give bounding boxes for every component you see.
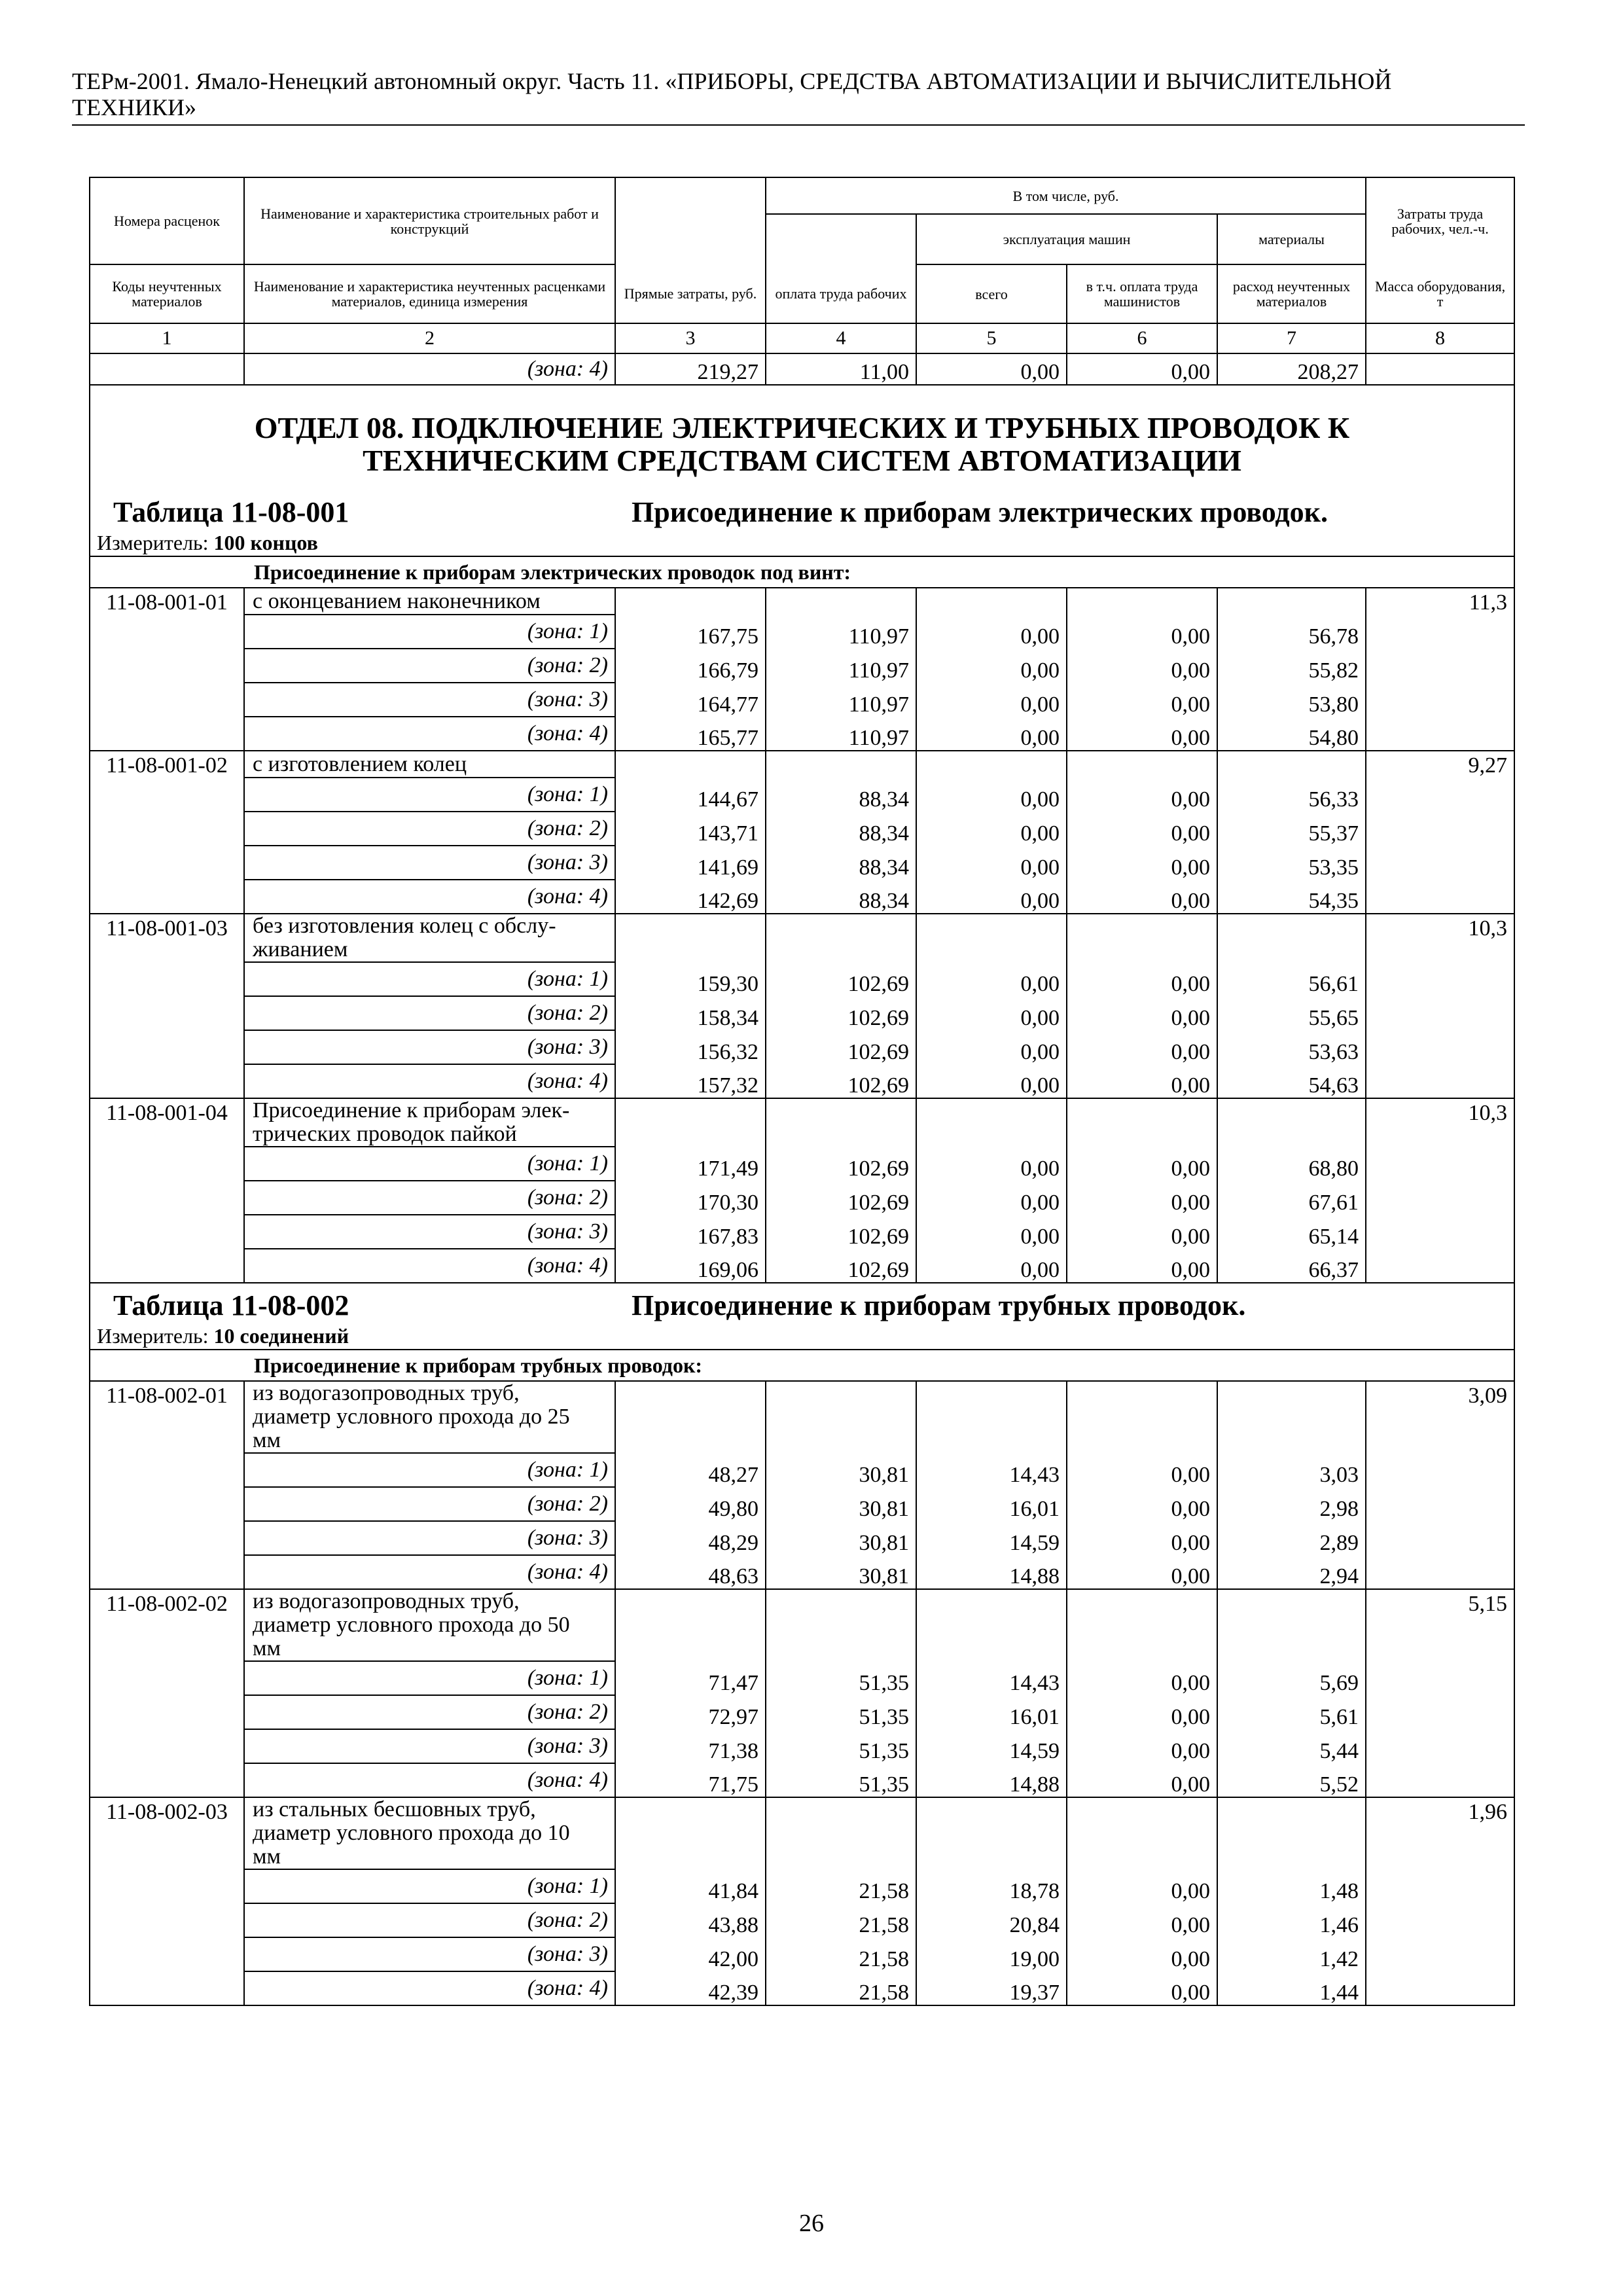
- cost-value: 5,61: [1217, 1695, 1366, 1729]
- table-number: Таблица 11-08-002: [113, 1289, 349, 1321]
- cost-value: 56,61: [1217, 962, 1366, 996]
- cost-value: 51,35: [766, 1695, 916, 1729]
- cost-value: 14,88: [916, 1763, 1067, 1797]
- cost-value: 1,44: [1217, 1971, 1366, 2005]
- cost-value: 102,69: [766, 1215, 916, 1249]
- cost-value: 14,43: [916, 1661, 1067, 1695]
- cost-value: 1,48: [1217, 1869, 1366, 1903]
- col-machinists: в т.ч. оплата труда машинистов: [1067, 264, 1217, 323]
- cost-value: 102,69: [766, 1181, 916, 1215]
- cost-value: 43,88: [615, 1903, 766, 1937]
- cost-value: 0,00: [916, 778, 1067, 812]
- rate-name-line: с оконцеванием наконечником: [253, 588, 541, 613]
- rate-row: [90, 914, 1514, 962]
- cost-value: 19,37: [916, 1971, 1067, 2005]
- cost-value: 0,00: [1067, 1937, 1217, 1971]
- rate-name: [244, 1797, 615, 1869]
- cost-value: 0,00: [1067, 649, 1217, 683]
- rate-code: 11-08-001-02: [90, 751, 244, 778]
- cost-value: 51,35: [766, 1763, 916, 1797]
- cost-value: 14,43: [916, 1453, 1067, 1487]
- cost-value: 48,63: [615, 1555, 766, 1589]
- cost-value: 0,00: [1067, 1729, 1217, 1763]
- rate-name: [244, 1589, 615, 1661]
- zone-row: [90, 812, 1514, 846]
- cost-value: 53,80: [1217, 683, 1366, 717]
- cost-value: 71,47: [615, 1661, 766, 1695]
- cost-value: 158,34: [615, 996, 766, 1030]
- cost-value: 14,88: [916, 1555, 1067, 1589]
- rate-name-line: мм: [253, 1428, 281, 1452]
- zone-label: (зона: 1): [244, 615, 615, 649]
- col-name: Наименование и характеристика строительных работ и конструкций: [244, 177, 615, 264]
- rate-code: 11-08-001-03: [90, 914, 244, 962]
- zone-label: (зона: 3): [244, 1215, 615, 1249]
- rate-name-line: Присоединение к приборам элек-: [253, 1098, 570, 1122]
- cost-value: 30,81: [766, 1487, 916, 1521]
- table2-title-row: [90, 1283, 1514, 1323]
- zone-row: [90, 962, 1514, 996]
- zone-row: [90, 1249, 1514, 1283]
- rate-name: [244, 588, 615, 615]
- cost-value: 54,35: [1217, 880, 1366, 914]
- rate-name: [244, 1381, 615, 1453]
- rate-name-line: из водогазопроводных труб,: [253, 1381, 520, 1405]
- zone-label: (зона: 1): [244, 1453, 615, 1487]
- cost-value: 71,75: [615, 1763, 766, 1797]
- zone-label: (зона: 2): [244, 1181, 615, 1215]
- cost-value: 0,00: [1067, 846, 1217, 880]
- cost-value: 16,01: [916, 1487, 1067, 1521]
- cost-value: 0,00: [916, 717, 1067, 751]
- cost-value: 2,94: [1217, 1555, 1366, 1589]
- rate-row: [90, 588, 1514, 615]
- cost-value: 68,80: [1217, 1147, 1366, 1181]
- table2-subheading-row: [90, 1350, 1514, 1381]
- zone-label: (зона: 2): [244, 1695, 615, 1729]
- cost-value: 72,97: [615, 1695, 766, 1729]
- meter-value: 100 концов: [213, 530, 318, 554]
- zone-label: (зона: 4): [244, 1763, 615, 1797]
- zone-label: (зона: 4): [244, 1971, 615, 2005]
- cost-value: 0,00: [916, 962, 1067, 996]
- zone-row: [90, 1147, 1514, 1181]
- rate-row: [90, 751, 1514, 778]
- cost-value: 16,01: [916, 1695, 1067, 1729]
- cost-value: 56,78: [1217, 615, 1366, 649]
- cost-value: 0,00: [1067, 880, 1217, 914]
- cost-value: 0,00: [1067, 1064, 1217, 1098]
- zone-row: [90, 615, 1514, 649]
- cost-value: 21,58: [766, 1937, 916, 1971]
- cost-value: 0,00: [1067, 962, 1217, 996]
- zone-label: (зона: 2): [244, 1487, 615, 1521]
- header-row-3: [90, 264, 1514, 323]
- cost-value: 0,00: [916, 1181, 1067, 1215]
- zone-row: [90, 778, 1514, 812]
- column-numbers-row: 1 2 3 4 5 6 7 8: [90, 323, 1514, 353]
- cost-value: 1,46: [1217, 1903, 1366, 1937]
- header-row-1: [90, 177, 1514, 214]
- cost-value: 157,32: [615, 1064, 766, 1098]
- cost-value: 141,69: [615, 846, 766, 880]
- rate-name-line: трических проводок пайкой: [253, 1122, 517, 1146]
- cost-value: 164,77: [615, 683, 766, 717]
- table1-meter-row: [90, 529, 1514, 556]
- labor-value: 11,3: [1366, 588, 1514, 615]
- table-title: Присоединение к приборам трубных проводок.: [632, 1289, 1246, 1321]
- rate-name-line: диаметр условного прохода до 50: [253, 1613, 570, 1637]
- meter-value: 10 соединений: [213, 1323, 349, 1348]
- zone-row: [90, 1937, 1514, 1971]
- cost-value: 0,00: [916, 683, 1067, 717]
- cost-value: 102,69: [766, 1147, 916, 1181]
- rate-name-line: из стальных бесшовных труб,: [253, 1797, 536, 1821]
- zone-label: (зона: 3): [244, 683, 615, 717]
- cost-value: 102,69: [766, 996, 916, 1030]
- cost-value: 0,00: [1067, 683, 1217, 717]
- section-heading: [90, 385, 1514, 490]
- col-rates-numbers: Номера расценок: [90, 177, 244, 264]
- cost-value: 167,83: [615, 1215, 766, 1249]
- zone-label: (зона: 1): [244, 1869, 615, 1903]
- rate-name-line: живанием: [253, 937, 348, 961]
- zone-row: [90, 1030, 1514, 1064]
- cost-value: 21,58: [766, 1903, 916, 1937]
- zone-label: (зона: 4): [244, 353, 615, 385]
- cost-value: 88,34: [766, 812, 916, 846]
- cost-value: 88,34: [766, 778, 916, 812]
- rate-name-line: с изготовлением колец: [253, 751, 467, 776]
- rate-name-line: диаметр условного прохода до 25: [253, 1405, 570, 1429]
- cost-value: 14,59: [916, 1729, 1067, 1763]
- col-name2: Наименование и характеристика неучтенных расценками материалов, единица измерения: [244, 264, 615, 323]
- page-number: 26: [799, 2210, 824, 2237]
- cost-value: 0,00: [916, 649, 1067, 683]
- zone-row: [90, 1971, 1514, 2005]
- cost-value: 0,00: [1067, 1695, 1217, 1729]
- cost-value: 0,00: [1067, 1453, 1217, 1487]
- cost-value: 102,69: [766, 1064, 916, 1098]
- cost-value: 19,00: [916, 1937, 1067, 1971]
- cost-value: 88,34: [766, 880, 916, 914]
- zone-label: (зона: 2): [244, 1903, 615, 1937]
- cost-value: 0,00: [1067, 812, 1217, 846]
- zone-row: [90, 996, 1514, 1030]
- zone-row: [90, 1729, 1514, 1763]
- zone-row: [90, 1903, 1514, 1937]
- running-header: [72, 68, 1525, 126]
- cost-value: 48,27: [615, 1453, 766, 1487]
- rate-name: [244, 914, 615, 962]
- cost-value: 0,00: [916, 1147, 1067, 1181]
- cost-value: 51,35: [766, 1661, 916, 1695]
- cost-value: 0,00: [1067, 1903, 1217, 1937]
- cost-value: 0,00: [1067, 1555, 1217, 1589]
- cost-value: 21,58: [766, 1971, 916, 2005]
- zone-row: [90, 717, 1514, 751]
- col-codes: Коды неучтенных материалов: [90, 264, 244, 323]
- table-number: Таблица 11-08-001: [113, 496, 349, 528]
- labor-value: 5,15: [1366, 1589, 1514, 1661]
- rate-row: [90, 1381, 1514, 1453]
- cost-value: 71,38: [615, 1729, 766, 1763]
- rate-code: 11-08-002-01: [90, 1381, 244, 1453]
- cost-value: 0,00: [1067, 1181, 1217, 1215]
- rate-name-line: из водогазопроводных труб,: [253, 1589, 520, 1613]
- cost-value: 166,79: [615, 649, 766, 683]
- cost-value: 66,37: [1217, 1249, 1366, 1283]
- zone-row: [90, 880, 1514, 914]
- cost-value: 144,67: [615, 778, 766, 812]
- cost-value: 0,00: [1067, 1147, 1217, 1181]
- zone-label: (зона: 4): [244, 717, 615, 751]
- cost-value: 3,03: [1217, 1453, 1366, 1487]
- cost-value: 0,00: [916, 996, 1067, 1030]
- col-in-total: В том числе, руб.: [766, 177, 1366, 214]
- cost-value: 0,00: [916, 1030, 1067, 1064]
- cost-value: 53,35: [1217, 846, 1366, 880]
- labor-value: 10,3: [1366, 1098, 1514, 1147]
- zone-row: [90, 683, 1514, 717]
- zone-row: [90, 1869, 1514, 1903]
- cost-value: 18,78: [916, 1869, 1067, 1903]
- cost-value: 55,65: [1217, 996, 1366, 1030]
- cost-value: 67,61: [1217, 1181, 1366, 1215]
- col-machines: эксплуатация машин: [916, 214, 1217, 264]
- rate-name: [244, 751, 615, 778]
- zone-row: [90, 846, 1514, 880]
- labor-value: 1,96: [1366, 1797, 1514, 1869]
- cost-value: 55,37: [1217, 812, 1366, 846]
- zone-label: (зона: 1): [244, 778, 615, 812]
- header-line-1: ТЕРм-2001. Ямало-Ненецкий автономный округ. Часть 11. «ПРИБОРЫ, СРЕДСТВА АВТОМАТИЗАЦИИ И ВЫЧИСЛИТЕЛЬНОЙ: [72, 68, 1392, 94]
- zone-label: (зона: 1): [244, 962, 615, 996]
- zone-label: (зона: 3): [244, 1521, 615, 1555]
- rate-row: [90, 1589, 1514, 1661]
- cost-value: 169,06: [615, 1249, 766, 1283]
- col-direct: Прямые затраты, руб.: [615, 264, 766, 323]
- cost-value: 0,00: [1067, 1215, 1217, 1249]
- cost-value: 0,00: [1067, 1763, 1217, 1797]
- cost-value: 102,69: [766, 1030, 916, 1064]
- cost-value: 0,00: [916, 615, 1067, 649]
- cost-value: 171,49: [615, 1147, 766, 1181]
- cost-value: 42,00: [615, 1937, 766, 1971]
- zone-row: [90, 1181, 1514, 1215]
- cost-value: 143,71: [615, 812, 766, 846]
- cost-value: 5,52: [1217, 1763, 1366, 1797]
- zone-label: (зона: 4): [244, 1249, 615, 1283]
- section-heading-line-1: ОТДЕЛ 08. ПОДКЛЮЧЕНИЕ ЭЛЕКТРИЧЕСКИХ И ТРУБНЫХ ПРОВОДОК К: [254, 411, 1350, 444]
- table-title: Присоединение к приборам электрических проводок.: [632, 496, 1329, 528]
- rate-code: 11-08-002-02: [90, 1589, 244, 1661]
- cost-value: 51,35: [766, 1729, 916, 1763]
- zone-label: (зона: 3): [244, 1030, 615, 1064]
- table-subheading: Присоединение к приборам трубных проводок:: [90, 1350, 1514, 1381]
- cost-value: 167,75: [615, 615, 766, 649]
- cost-value: 102,69: [766, 1249, 916, 1283]
- zone-row: [90, 1763, 1514, 1797]
- cost-value: 14,59: [916, 1521, 1067, 1555]
- cost-value: 0,00: [1067, 1487, 1217, 1521]
- labor-value: 10,3: [1366, 914, 1514, 962]
- table2-meter-row: [90, 1323, 1514, 1350]
- cost-value: 0,00: [916, 1215, 1067, 1249]
- cost-value: 48,29: [615, 1521, 766, 1555]
- cost-value: 30,81: [766, 1521, 916, 1555]
- zone-row: [90, 1555, 1514, 1589]
- cost-value: 0,00: [1067, 1521, 1217, 1555]
- rate-name-line: без изготовления колец с обслу-: [253, 914, 556, 938]
- rate-name-line: мм: [253, 1844, 281, 1869]
- cost-value: 110,97: [766, 717, 916, 751]
- zone-label: (зона: 2): [244, 649, 615, 683]
- cost-value: 54,63: [1217, 1064, 1366, 1098]
- cost-value: 2,89: [1217, 1521, 1366, 1555]
- zone-label: (зона: 1): [244, 1661, 615, 1695]
- zone-label: (зона: 2): [244, 996, 615, 1030]
- cost-value: 2,98: [1217, 1487, 1366, 1521]
- rate-name: [244, 1098, 615, 1147]
- cost-value: 0,00: [1067, 1249, 1217, 1283]
- zone-row: [90, 1487, 1514, 1521]
- cost-value: 0,00: [916, 1249, 1067, 1283]
- zone-label: (зона: 3): [244, 1729, 615, 1763]
- cost-value: 0,00: [1067, 1030, 1217, 1064]
- table1-title: [97, 490, 1507, 529]
- cost-value: 110,97: [766, 683, 916, 717]
- section-heading-row: [90, 385, 1514, 490]
- cost-value: 5,44: [1217, 1729, 1366, 1763]
- cost-value: 30,81: [766, 1555, 916, 1589]
- cost-value: 102,69: [766, 962, 916, 996]
- cost-value: 21,58: [766, 1869, 916, 1903]
- table1-title-row: [90, 490, 1514, 529]
- cost-value: 0,00: [916, 1064, 1067, 1098]
- zone-row: [90, 1453, 1514, 1487]
- zone-label: (зона: 4): [244, 1555, 615, 1589]
- zone-row: [90, 1695, 1514, 1729]
- cost-value: 0,00: [1067, 1971, 1217, 2005]
- cost-value: 0,00: [1067, 717, 1217, 751]
- rate-code: 11-08-001-01: [90, 588, 244, 615]
- carry-over-row: (зона: 4) 219,27 11,00 0,00 0,00 208,27: [90, 353, 1514, 385]
- cost-value: 0,00: [1067, 1661, 1217, 1695]
- table1-subheading-row: [90, 556, 1514, 588]
- cost-value: 170,30: [615, 1181, 766, 1215]
- rate-row: [90, 1797, 1514, 1869]
- zone-row: [90, 1215, 1514, 1249]
- zone-row: [90, 1521, 1514, 1555]
- cost-value: 0,00: [1067, 778, 1217, 812]
- rate-name-line: мм: [253, 1636, 281, 1660]
- cost-value: 0,00: [916, 846, 1067, 880]
- cost-value: 0,00: [916, 880, 1067, 914]
- zone-label: (зона: 2): [244, 812, 615, 846]
- cost-value: 55,82: [1217, 649, 1366, 683]
- zone-label: (зона: 4): [244, 880, 615, 914]
- zone-label: (зона: 3): [244, 846, 615, 880]
- cost-value: 165,77: [615, 717, 766, 751]
- cost-value: 53,63: [1217, 1030, 1366, 1064]
- section-heading-line-2: ТЕХНИЧЕСКИМ СРЕДСТВАМ СИСТЕМ АВТОМАТИЗАЦИИ: [363, 444, 1241, 477]
- cost-value: 1,42: [1217, 1937, 1366, 1971]
- meter-label: Измеритель:: [97, 1323, 214, 1348]
- col-total: всего: [916, 264, 1067, 323]
- zone-label: (зона: 4): [244, 1064, 615, 1098]
- cost-value: 41,84: [615, 1869, 766, 1903]
- col-mass: Масса оборудования, т: [1366, 264, 1514, 323]
- cost-value: 0,00: [1067, 1869, 1217, 1903]
- header-line-2: ТЕХНИКИ»: [72, 94, 196, 120]
- rate-name-line: диаметр условного прохода до 10: [253, 1821, 570, 1845]
- rate-row: [90, 1098, 1514, 1147]
- cost-value: 5,69: [1217, 1661, 1366, 1695]
- table2-title: [97, 1283, 1507, 1323]
- zone-row: [90, 1661, 1514, 1695]
- cost-value: 65,14: [1217, 1215, 1366, 1249]
- table-subheading: Присоединение к приборам электрических проводок под винт:: [90, 556, 1514, 588]
- cost-value: 30,81: [766, 1453, 916, 1487]
- meter-label: Измеритель:: [97, 530, 214, 554]
- cost-value: 42,39: [615, 1971, 766, 2005]
- rate-code: 11-08-002-03: [90, 1797, 244, 1869]
- zone-label: (зона: 1): [244, 1147, 615, 1181]
- cost-value: 0,00: [916, 812, 1067, 846]
- labor-value: 3,09: [1366, 1381, 1514, 1453]
- col-labor: Затраты труда рабочих, чел.-ч.: [1366, 177, 1514, 264]
- cost-value: 0,00: [1067, 615, 1217, 649]
- cost-value: 159,30: [615, 962, 766, 996]
- price-table: [89, 177, 1515, 2006]
- cost-value: 20,84: [916, 1903, 1067, 1937]
- cost-value: 142,69: [615, 880, 766, 914]
- col-materials: материалы: [1217, 214, 1366, 264]
- cost-value: 49,80: [615, 1487, 766, 1521]
- zone-row: [90, 649, 1514, 683]
- col-unaccounted: расход неучтенных материалов: [1217, 264, 1366, 323]
- col-wages: оплата труда рабочих: [766, 264, 916, 323]
- cost-value: 110,97: [766, 615, 916, 649]
- rate-code: 11-08-001-04: [90, 1098, 244, 1147]
- cost-value: 56,33: [1217, 778, 1366, 812]
- zone-row: [90, 1064, 1514, 1098]
- cost-value: 54,80: [1217, 717, 1366, 751]
- cost-value: 0,00: [1067, 996, 1217, 1030]
- zone-label: (зона: 3): [244, 1937, 615, 1971]
- cost-value: 156,32: [615, 1030, 766, 1064]
- cost-value: 110,97: [766, 649, 916, 683]
- cost-value: 88,34: [766, 846, 916, 880]
- labor-value: 9,27: [1366, 751, 1514, 778]
